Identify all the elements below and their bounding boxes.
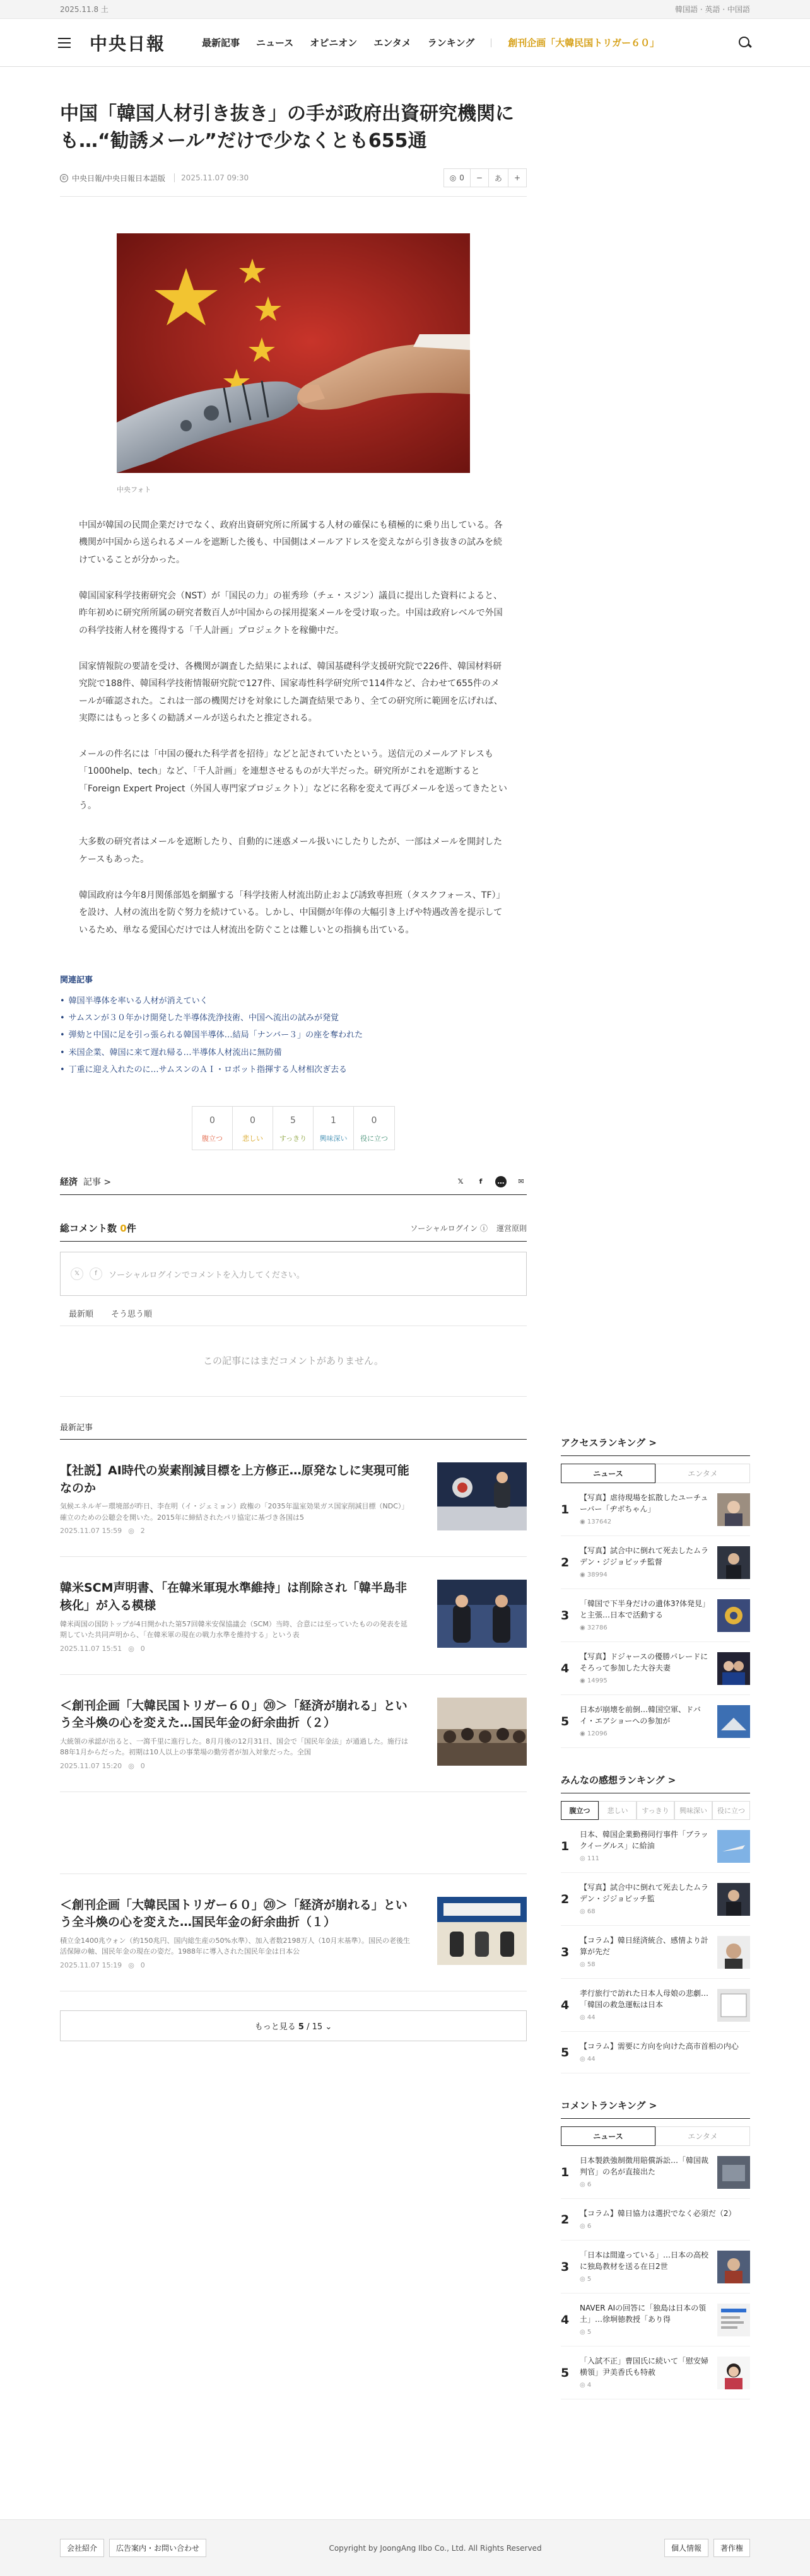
comments-section [60,1221,527,1397]
photo-caption: 中央フォト [117,486,151,494]
comment-icon: ◎ [580,2014,585,2022]
news-meta [60,1762,413,1770]
rank-thumbnail [717,2304,750,2336]
rank-number: 3 [561,1945,570,1959]
utility-bar [0,0,810,19]
rank-views [580,1854,712,1863]
site-header [0,19,810,67]
comments-count: 0 [120,1223,127,1235]
comment-icon: ◎ [449,173,457,183]
article-paragraph: 韓国国家科学技術研究会（NST）が「国民の力」の崔秀珍（チェ・スジン）議員に提出した資料によると、昨年初めに研究所所属の研究者数百人が中国からの採用提案メールを受け取った。中国は政府レベルで外国の科学技術人材を獲得する「千人計画」プロジェクトを稼働中だ。 [79,591,503,636]
comment-count-button[interactable] [444,169,471,187]
x-share-icon[interactable]: 𝕏 [457,1177,464,1186]
rank-views [580,2222,745,2231]
rank-views [580,2381,712,2390]
rank-thumbnail [717,1493,750,1526]
rank-thumbnail [717,1705,750,1738]
rank-title: 【写真】ドジャースの優勝パレードにそろって参加した大谷夫妻 [580,1652,708,1673]
language-switch[interactable]: 韓国語 · 英語 · 中国語 [675,5,750,14]
x-login-icon[interactable]: 𝕏 [71,1268,83,1280]
news-comment-count: 2 [140,1527,145,1536]
reaction-label: 悲しい [242,1134,263,1143]
rank-number: 4 [561,2312,570,2327]
reaction-refreshing-button[interactable] [273,1107,314,1150]
comment-icon: ◎ [580,2382,585,2389]
news-summary: 大統領の承認が出ると、一瀉千里に進行した。8月月後の12月31日、国会で「国民年金法」が通過した。施行は88年1月からだった。初期は10人以上の事業場の勤労者が加入対象だった。全国 [60,1737,408,1757]
tab-interesting[interactable]: 興味深い [674,1801,712,1820]
nav-latest[interactable]: 最新記事 [202,37,240,49]
news-date: 2025.11.07 15:59 [60,1527,122,1536]
reaction-count: 0 [209,1116,215,1126]
eye-icon: ◉ [580,1730,585,1738]
tab-useful[interactable]: 役に立つ [712,1801,750,1820]
comments-total [60,1221,136,1235]
news-comment-count: 0 [140,1761,145,1770]
site-footer [0,2519,810,2576]
nav-opinion[interactable]: オピニオン [310,37,358,49]
comment-icon: ◎ [580,2181,585,2189]
news-comment-count: 0 [140,1961,145,1969]
latest-news [60,1421,527,2041]
comment-icon: ◎ [580,2276,585,2283]
reaction-ranking-tabs [561,1801,750,1820]
reaction-count: 0 [250,1116,255,1126]
article-source: 中央日報/中央日報日本語版 [72,173,166,183]
eye-icon: ◉ [580,1677,585,1685]
facebook-share-icon[interactable]: f [479,1177,483,1186]
tab-news[interactable]: ニュース [561,1464,655,1483]
rank-thumbnail [717,1599,750,1632]
rank-view-count: 6 [587,2181,592,2189]
reaction-count: 1 [331,1116,336,1126]
ranking-item[interactable] [561,1536,750,1589]
comment-icon: ◎ [580,2329,585,2336]
related-link[interactable]: • 丁重に迎え入れたのに…サムスンのＡＩ・ロボット指揮する人材相次ぎ去る [60,1061,527,1078]
news-meta [60,1527,413,1535]
comment-icon: ◎ [580,2223,585,2230]
main-column [60,197,527,2425]
news-item[interactable] [60,1874,527,1991]
reaction-interesting-button[interactable] [314,1107,354,1150]
tab-news[interactable]: ニュース [561,2126,655,2146]
related-link[interactable]: • サムスンが３０年かけ開発した半導体洗浄技術、中国へ流出の試みが発覚 [60,1010,527,1027]
ranking-item[interactable] [561,2146,750,2199]
rank-number: 1 [561,1502,570,1517]
tab-refreshing[interactable]: すっきり [637,1801,674,1820]
nav-entertainment[interactable]: エンタメ [373,37,411,49]
news-meta [60,1645,413,1653]
more-page: 5 [298,2022,304,2032]
sidebar [561,197,750,2425]
rank-number: 2 [561,1555,570,1570]
news-item[interactable] [60,1675,527,1792]
byline-row [60,161,527,197]
company-info-link[interactable]: 会社紹介 [60,2539,104,2557]
today-date: 2025.11.8 土 [60,5,109,14]
article-date: 2025.11.07 09:30 [174,173,249,182]
article-paragraph: 韓国政府は今年8月関係部処を網羅する「科学技術人材流出防止および誘致専担班（タスクフォース、TF）」を設け、人材の流出を防ぐ努力を続けている。しかし、中国側が年俸の大幅引き上げや特遇改善を提示しているため、単なる愛国心だけでは人材流出を防ぐことは難しいとの指摘も出ている。 [79,890,505,935]
news-date: 2025.11.07 15:20 [60,1761,122,1770]
rank-title: 日本製鉄強制徴用賠償訴訟…「韓国裁判官」の名が直接出た [580,2156,709,2177]
access-ranking [561,1436,750,1748]
rank-view-count: 38994 [587,1571,608,1579]
more-total: 15 [312,2022,323,2032]
rank-thumbnail [717,2251,750,2283]
rank-views [580,1623,712,1633]
article-photo [117,233,470,473]
rank-thumbnail [717,1652,750,1685]
comments-label: 総コメント数 [60,1223,117,1235]
news-meta [60,1961,413,1969]
news-summary: 積立金1400兆ウォン（約150兆円、国内総生産の50%水準）、加入者数2198万人（10月末基準）。国民の老後生活保障の軸、国民年金の現在の姿だ。1988年に導入された国民年金は日本公 [60,1936,410,1956]
comment-ranking-tabs [561,2126,750,2146]
reaction-sad-button[interactable] [233,1107,273,1150]
news-comment-icon: ◎ [128,1527,134,1536]
news-thumbnail [437,1897,527,1965]
tab-entertainment[interactable]: エンタメ [655,1464,750,1483]
rank-views [580,1570,712,1580]
ranking-item[interactable] [561,2199,750,2241]
rank-view-count: 137642 [587,1518,612,1526]
rank-thumbnail [717,2156,750,2189]
nav-ranking[interactable]: ランキング [427,37,475,49]
rank-number: 4 [561,1998,570,2012]
news-title: ＜創刊企画「大韓民国トリガー６０」⑳＞「経済が崩れる」という全斗煥の心を変えた…国民年金の紆余曲折（２） [60,1698,408,1730]
ranking-item[interactable] [561,1820,750,1873]
category-share-bar [60,1175,527,1195]
tab-sad[interactable]: 悲しい [599,1801,637,1820]
rank-title: 日本が崩壊を前倒…韓国空軍、ドバイ・エアショーへの参加が [580,1705,701,1726]
facebook-login-icon[interactable]: f [90,1268,102,1280]
reaction-label: 腹立つ [202,1134,223,1143]
eye-icon: ◉ [580,1571,585,1579]
article-paragraph: 国家情報院の要請を受け、各機関が調査した結果によれば、韓国基礎科学支援研究院で226件、韓国材料研究院で188件、韓国科学技術情報研究院で127件、国家毒性科学研究所で114件など、合わせて655件のメールが確認された。これは一部の機関だけを対象にした調査結果であり、全ての研究所に範囲を広げれば、実際にはもっと多くの勧誘メールが送られたと推定される。 [79,661,503,723]
privacy-link[interactable]: 個人情報 [664,2539,708,2557]
news-comment-icon: ◎ [128,1961,134,1969]
comment-input[interactable] [60,1252,527,1296]
font-decrease-button[interactable]: − [471,169,489,187]
rank-title: 【写真】虐待現場を拡散したユーチューバー「ヂボちゃん」 [580,1493,708,1514]
eye-icon: ◉ [580,1624,585,1632]
rank-thumbnail [717,1546,750,1579]
no-comments-message: この記事にはまだコメントがありません。 [60,1326,527,1397]
ranking-item[interactable] [561,2241,750,2293]
ranking-item[interactable] [561,1926,750,1979]
related-link[interactable]: • 米国企業、韓国に来て遅れ帰る…半導体人材流出に無防備 [60,1044,527,1061]
news-summary: 韓米両国の国防トップが4日開かれた第57回韓米安保協議会（SCM）当時、合意には至っていたものの発表を延期していた共同声明から、「在韓米軍の現在の戦力水準を維持する」という表 [60,1619,408,1640]
handshake-flag-image [117,233,470,473]
ranking-item[interactable] [561,2032,750,2073]
comment-icon: ◎ [580,1855,585,1863]
rank-number: 2 [561,1892,570,1906]
copyright-link[interactable]: 著作権 [713,2539,750,2557]
chevron-down-icon: ⌄ [325,2022,332,2032]
rank-views [580,1676,712,1686]
reaction-ranking-title[interactable]: みんなの感想ランキング > [561,1773,750,1793]
rank-number: 5 [561,1714,570,1728]
news-ad-gap [60,1792,527,1874]
category-name: 経済 [60,1177,78,1188]
reaction-angry-button[interactable] [192,1107,233,1150]
rank-view-count: 44 [587,2056,596,2063]
rank-views [580,2180,712,2189]
sort-agree-tab[interactable]: そう思う順 [111,1310,153,1320]
article-header [60,67,750,197]
news-thumbnail [437,1462,527,1530]
rank-views [580,1729,712,1739]
rank-views [580,2328,712,2337]
rank-number: 5 [561,2365,570,2380]
comments-header [60,1221,527,1242]
reaction-panel [60,1106,527,1150]
rank-thumbnail [717,1883,750,1916]
rank-view-count: 4 [587,2382,592,2389]
article-tools [443,168,527,187]
comments-links [410,1223,527,1233]
news-title: ＜創刊企画「大韓民国トリガー６０」⑳＞「経済が崩れる」という全斗煥の心を変えた…国民年金の紆余曲折（１） [60,1897,408,1930]
rank-title: 【写真】試合中に倒れて死去したムラデン・ジジョビッチ監 [580,1883,709,1904]
latest-title: 最新記事 [60,1421,527,1440]
rank-view-count: 68 [587,1908,596,1916]
rank-number: 3 [561,1608,570,1623]
news-comment-count: 0 [140,1644,145,1653]
rank-views [580,1907,712,1916]
news-item[interactable] [60,1557,527,1674]
share-buttons [455,1176,527,1187]
rank-views [580,1517,712,1527]
tool-comment-count: 0 [459,173,464,183]
article-title: 中国「韓国人材引き抜き」の手が政府出資研究機関にも…“勧誘メール”だけで少なくとも655通 [60,103,514,152]
ranking-item[interactable] [561,1589,750,1642]
comments-unit: 件 [126,1223,136,1235]
rank-title: 「日本は間違っている」…日本の高校に独島教材を送る在日2世 [580,2251,709,2271]
ranking-item[interactable] [561,2346,750,2399]
news-date: 2025.11.07 15:51 [60,1644,122,1653]
article-paragraph: メールの件名には「中国の優れた科学者を招待」などと記されていたという。送信元のメールアドレスも「1000help、tech」など、「千人計画」を連想させるものが大半だった。研究所がこれを遮断すると「Foreign Expert Project（外国人専門家プロジェクト）」などに名称を変えて再びメールを送ってきたという。 [79,749,507,812]
rank-title: 「韓国で下半身だけの遺体3?体発見」と主張…日本で活動する [580,1599,710,1620]
more-label: もっと見る [254,2022,296,2032]
rank-number: 1 [561,2165,570,2179]
rank-number: 3 [561,2259,570,2274]
nav-news[interactable]: ニュース [256,37,294,49]
comment-icon: ◎ [580,2056,585,2063]
rank-title: 【コラム】韓日経済統合、感情より計算が先だ [580,1936,708,1957]
ranking-item[interactable] [561,1642,750,1695]
tab-entertainment[interactable]: エンタメ [655,2126,750,2146]
news-item[interactable] [60,1440,527,1557]
news-summary: 気候エネルギー環境部が昨日、李在明（イ・ジェミョン）政権の「2035年温室効果ガス国家削減目標（NDC）」確立のための公聴会を開いた。2015年に締結されたパリ協定に基づき各国は5 [60,1502,409,1522]
footer-right-links [664,2539,750,2557]
ranking-item[interactable] [561,1873,750,1926]
access-ranking-title[interactable]: アクセスランキング > [561,1436,750,1456]
comment-sort-tabs [60,1307,527,1326]
rank-views [580,2275,712,2284]
category-link[interactable] [60,1175,111,1188]
rank-thumbnail [717,2357,750,2389]
rank-view-count: 58 [587,1961,596,1969]
rank-title: NAVER AIの回答に「独島は日本の領土」…徐坰徳教授「あり得 [580,2304,707,2324]
comment-ranking [561,2099,750,2399]
menu-icon[interactable] [58,38,71,48]
news-thumbnail [437,1698,527,1766]
footer-left-links [60,2539,206,2557]
article-paragraph: 中国が韓国の民間企業だけでなく、政府出資研究所に所属する人材の確保にも積極的に乗り出している。各機関が中国から送られるメールを遮断した後も、中国側はメールアドレスを変えながら引き抜きの試みを続けていることが分かった。 [79,520,503,565]
rank-thumbnail [717,1830,750,1863]
comment-placeholder: ソーシャルログインでコメントを入力してください。 [109,1270,305,1280]
ad-contact-link[interactable]: 広告案内・お問い合わせ [109,2539,206,2557]
byline [60,173,249,184]
email-share-icon[interactable]: ✉ [518,1177,524,1186]
load-more-button[interactable]: もっと見る 5 / 15 ⌄ [60,2010,527,2041]
news-comment-icon: ◎ [128,1761,134,1770]
news-comment-icon: ◎ [128,1644,134,1653]
news-title: 韓米SCM声明書、「在韓米軍現水準維持」は削除され「韓半島非核化」が入る模様 [60,1581,408,1612]
nav-special-feature[interactable]: 創刊企画「大韓民国トリガー６０」 [508,37,660,49]
rank-thumbnail [717,1936,750,1969]
rank-number: 2 [561,2212,570,2227]
news-title: 【社説】AI時代の炭素削減目標を上方修正…原発なしに実現可能なのか [60,1464,409,1495]
rank-view-count: 5 [587,2329,592,2336]
font-increase-button[interactable]: + [514,173,520,183]
comment-ranking-title[interactable]: コメントランキング > [561,2099,750,2119]
rank-view-count: 111 [587,1855,600,1863]
rank-thumbnail [717,1989,750,2022]
rank-title: 「入試不正」曹国氏に続いて「慰安婦横領」尹美香氏も特赦 [580,2357,709,2377]
category-suffix: 記事 > [83,1177,112,1188]
ranking-item[interactable] [561,1483,750,1536]
rank-view-count: 5 [587,2276,592,2283]
eye-icon: ◉ [580,1518,585,1526]
social-login-label: ソーシャルログイン [410,1224,478,1233]
rank-number: 4 [561,1661,570,1676]
rank-title: 孝行旅行で訪れた日本人母娘の悲劇…「韓国の救急運転は日本 [580,1989,709,2010]
reaction-useful-button[interactable] [354,1107,394,1150]
copyright-icon: © [60,174,68,182]
sort-latest-tab[interactable]: 最新順 [69,1310,94,1320]
rank-title: 【コラム】韓日協力は選択でなく必須だ（2） [580,2209,736,2218]
help-icon: ⓘ [479,1224,488,1233]
reaction-label: 興味深い [319,1134,348,1143]
rank-views [580,2054,745,2064]
comment-icon: ◎ [580,1961,585,1969]
ranking-item[interactable] [561,2293,750,2346]
reaction-count: 5 [290,1116,296,1126]
related-link[interactable]: • 韓国半導体を率いる人材が消えていく [60,993,527,1010]
rank-view-count: 14995 [587,1677,608,1685]
rank-number: 1 [561,1839,570,1853]
reaction-ranking [561,1773,750,2073]
reaction-count: 0 [371,1116,377,1126]
social-login-link[interactable] [410,1223,488,1233]
rank-view-count: 32786 [587,1624,608,1632]
ranking-item[interactable] [561,1695,750,1748]
article-body [60,517,527,939]
rank-title: 【写真】試合中に倒れて死去したムラデン・ジジョビッチ監督 [580,1546,709,1567]
rank-views [580,2013,712,2022]
copyright-text: Copyright by JoongAng Ilbo Co., Ltd. All Rights Reserved [329,2543,542,2553]
article-paragraph: 大多数の研究者はメールを遮断したり、自動的に迷惑メール扱いにしたりしたが、一部はメールを開封したケースもあった。 [79,837,503,865]
rank-title: 日本、韓国企業勤務同行事件「ブラックイーグルス」に給油 [580,1830,708,1851]
search-icon[interactable] [738,36,752,50]
related-link[interactable]: • 弾劾と中国に足を引っ張られる韓国半導体…結局「ナンバー３」の座を奪われた [60,1027,527,1044]
rank-view-count: 44 [587,2014,596,2022]
rank-views [580,1960,712,1969]
reaction-buttons [192,1106,395,1150]
tab-angry[interactable]: 腹立つ [561,1801,599,1820]
related-articles [60,973,527,1078]
related-title: 関連記事 [60,975,93,985]
comment-icon: ◎ [580,1908,585,1916]
main-nav [202,36,659,49]
article-photo-block [117,233,470,494]
policy-link[interactable]: 運営原則 [496,1224,527,1233]
font-size-label: あ [489,169,508,187]
reaction-label: すっきり [279,1134,307,1143]
access-ranking-tabs [561,1464,750,1483]
site-logo[interactable]: 中央日報 [90,33,166,54]
news-date: 2025.11.07 15:19 [60,1961,122,1969]
rank-view-count: 12096 [587,1730,608,1738]
rank-view-count: 6 [587,2223,592,2230]
rank-number: 5 [561,2045,570,2060]
rank-title: 【コラム】需要に方向を向けた高市首相の内心 [580,2042,739,2051]
reaction-label: 役に立つ [360,1134,388,1143]
ranking-item[interactable] [561,1979,750,2032]
line-share-icon[interactable]: … [495,1176,507,1187]
news-thumbnail [437,1580,527,1648]
